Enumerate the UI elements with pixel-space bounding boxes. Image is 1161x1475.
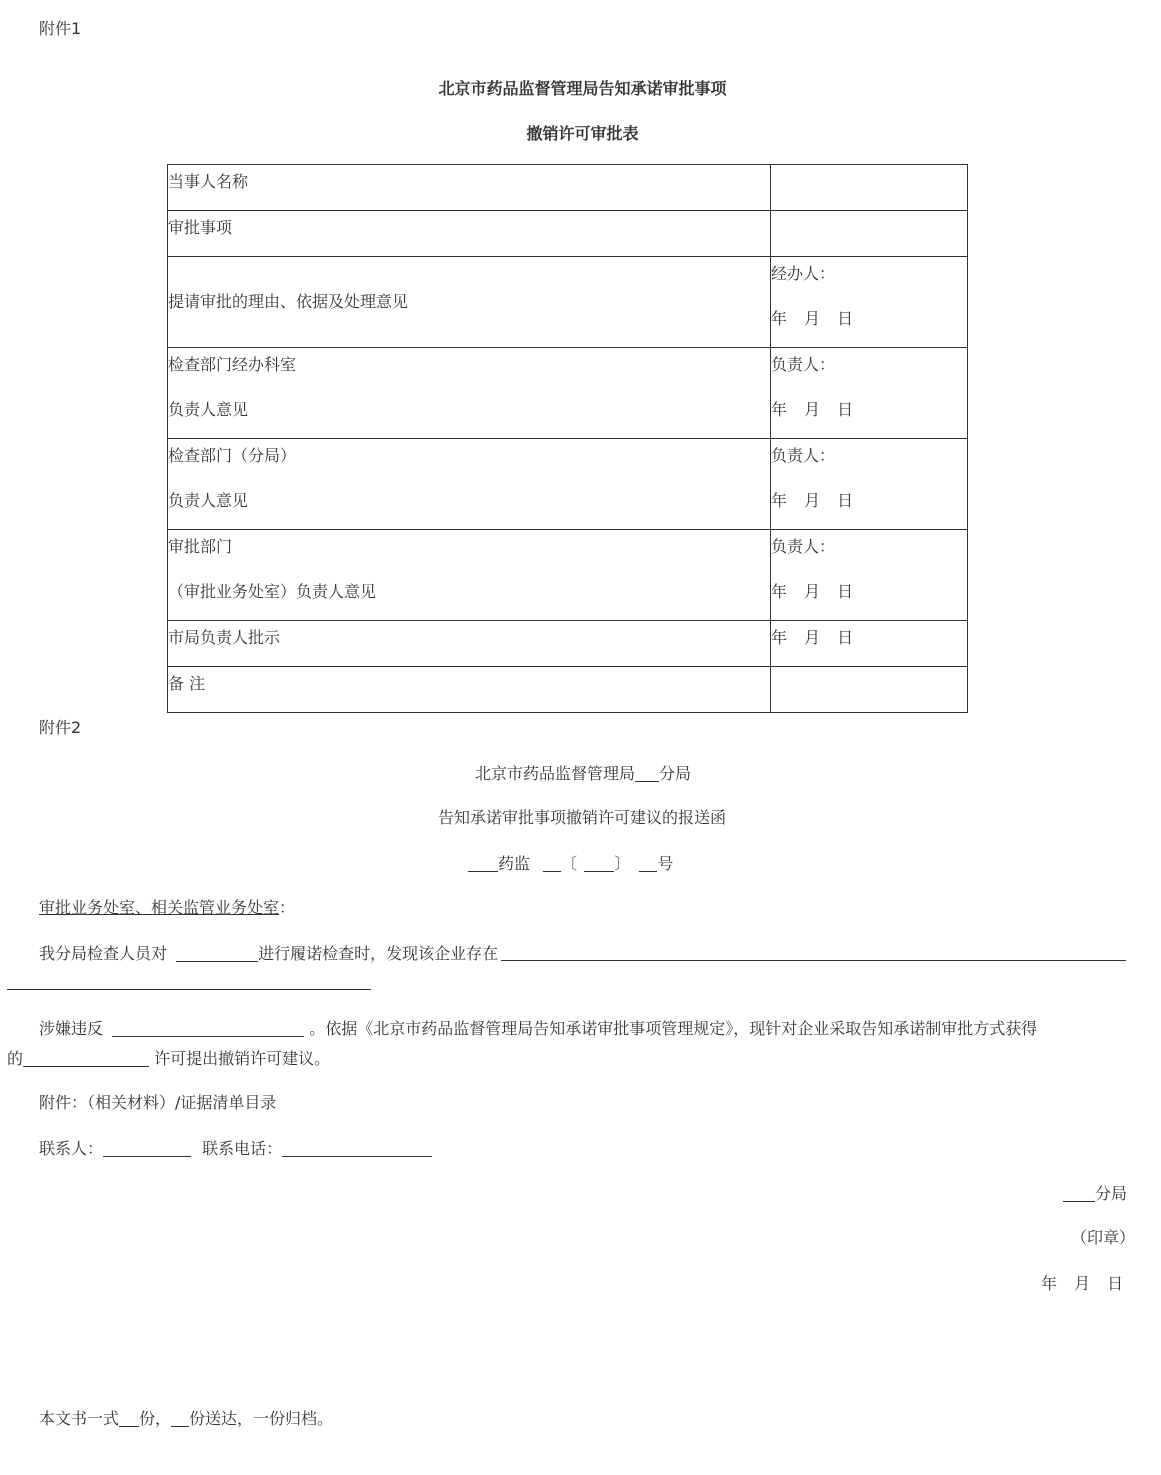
- letter-title-line1: 北京市药品监督管理局 分局: [475, 764, 692, 783]
- contact-field[interactable]: [103, 1140, 191, 1157]
- table-row: [168, 530, 968, 621]
- signature-branch: 分局: [1063, 1185, 1127, 1202]
- form-title-line2: 撤销许可审批表: [526, 124, 639, 143]
- letter-title-line2: 告知承诺审批事项撤销许可建议的报送函: [438, 808, 727, 827]
- attachments-line: 附件：（相关材料）/证据清单目录: [39, 1093, 277, 1112]
- blank-field[interactable]: [584, 855, 614, 872]
- contact-line: 联系人： 联系电话：: [39, 1140, 432, 1157]
- form-cell-inspection-office: 检查部门经办科室 负责人意见: [168, 348, 771, 439]
- form-cell-bureau-instruction: 市局负责人批示: [168, 621, 771, 667]
- paragraph-1: 我分局检查人员对 进行履诺检查时，发现该企业存在: [39, 944, 499, 963]
- phone-field[interactable]: [282, 1140, 432, 1157]
- attachment2-label: 附件2: [39, 718, 82, 737]
- form-cell-remarks: 备 注: [168, 667, 771, 713]
- form-cell-responsible-1: 负责人： 年 月 日: [771, 348, 968, 439]
- blank-field[interactable]: [639, 855, 657, 872]
- table-row: [168, 211, 968, 257]
- blank-field[interactable]: [468, 855, 498, 872]
- footer-note: 本文书一式 份， 份送达，一份归档。: [39, 1409, 334, 1428]
- form-cell-inspection-branch: 检查部门（分局） 负责人意见: [168, 439, 771, 530]
- handler-label: 经办人：: [771, 264, 836, 283]
- form-cell-responsible-2: 负责人： 年 月 日: [771, 439, 968, 530]
- form-cell-approval-item: 审批事项: [168, 211, 771, 257]
- form-cell-reason: 提请审批的理由、依据及处理意见: [168, 257, 771, 348]
- blank-field[interactable]: [1063, 1185, 1095, 1202]
- table-row: [168, 165, 968, 211]
- table-row: [168, 621, 968, 667]
- form-cell-remarks-value[interactable]: [771, 667, 968, 713]
- blank-field[interactable]: [119, 1410, 139, 1427]
- form-title-line1: 北京市药品监督管理局告知承诺审批事项: [438, 79, 727, 98]
- blank-field[interactable]: [7, 989, 371, 990]
- addressee: 审批业务处室、相关监管业务处室：: [39, 898, 296, 917]
- blank-field[interactable]: [635, 765, 659, 782]
- approval-form-table: [167, 164, 968, 713]
- blank-field[interactable]: [543, 855, 561, 872]
- blank-field[interactable]: [176, 945, 258, 962]
- paragraph-2: 涉嫌违反 。依据《北京市药品监督管理局告知承诺审批事项管理规定》，现针对企业采取告知承诺制审批方式获得: [39, 1019, 1038, 1038]
- seal-label: （印章）: [1071, 1228, 1136, 1247]
- blank-field[interactable]: [23, 1050, 149, 1067]
- document-number: 药监 〔 〕 号: [468, 855, 673, 872]
- form-cell-responsible-3: 负责人： 年 月 日: [771, 530, 968, 621]
- form-cell-bureau-date: 年 月 日: [771, 621, 968, 667]
- table-row: [168, 257, 968, 348]
- form-cell-handler: [771, 257, 968, 348]
- blank-field[interactable]: [112, 1020, 304, 1037]
- table-row: [168, 667, 968, 713]
- attachment1-label: 附件1: [39, 19, 82, 38]
- form-cell-party-name-value[interactable]: [771, 165, 968, 211]
- blank-field[interactable]: [171, 1410, 189, 1427]
- form-cell-approval-item-value[interactable]: [771, 211, 968, 257]
- form-cell-approval-dept: 审批部门 （审批业务处室）负责人意见: [168, 530, 771, 621]
- table-row: [168, 439, 968, 530]
- form-cell-party-name: 当事人名称: [168, 165, 771, 211]
- signature-date: 年 月 日: [1041, 1274, 1124, 1293]
- blank-field[interactable]: [501, 960, 1126, 961]
- paragraph-2-continued: 的 许可提出撤销许可建议。: [7, 1049, 331, 1068]
- table-row: [168, 348, 968, 439]
- date-label: 年 月 日: [771, 309, 854, 328]
